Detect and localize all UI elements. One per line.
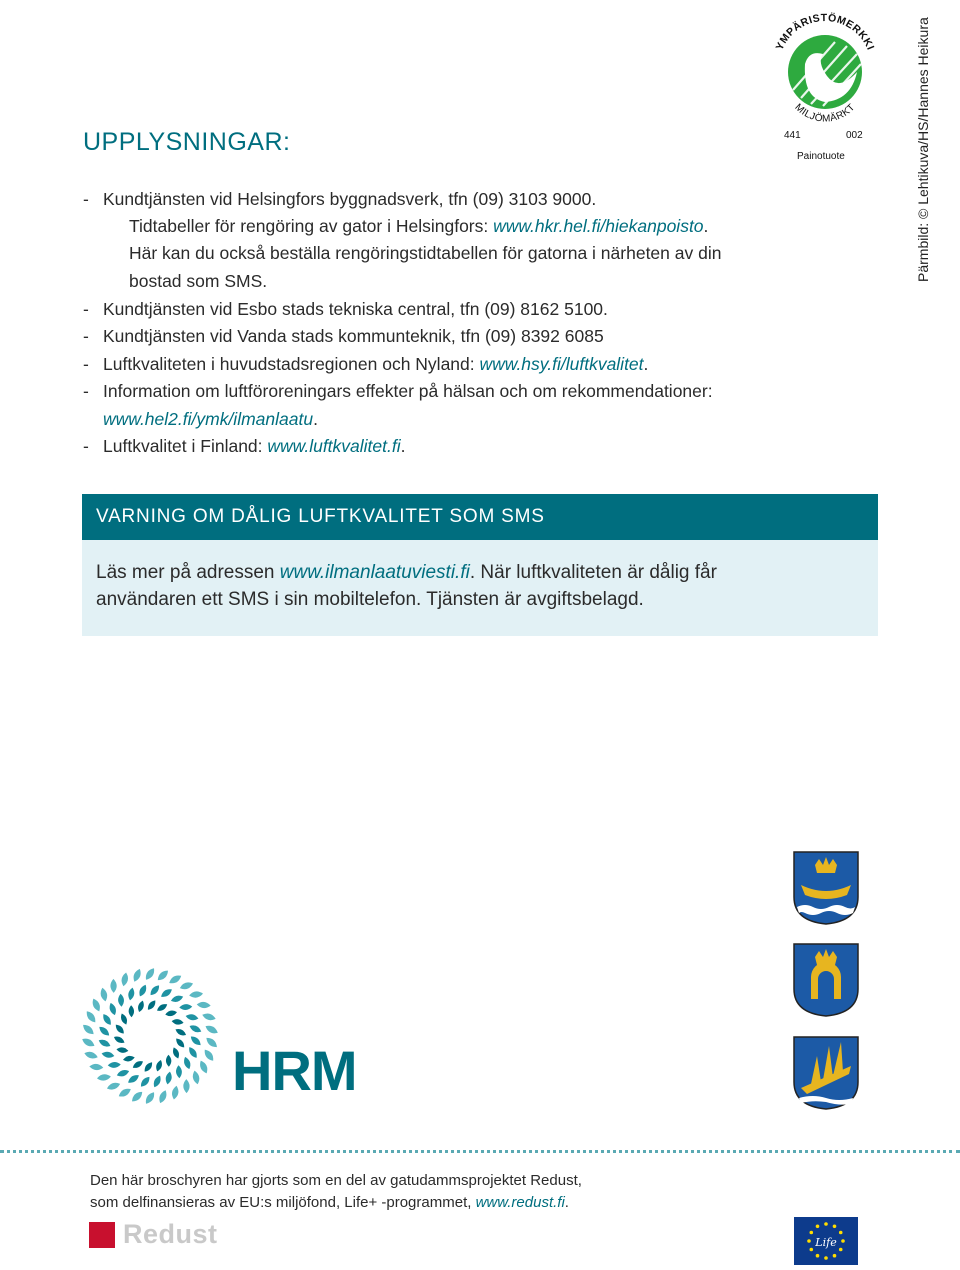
hrm-petal xyxy=(120,972,129,987)
hrm-petal xyxy=(127,987,135,1001)
life-logo-text: Life xyxy=(815,1236,837,1249)
list-text xyxy=(103,351,648,378)
hrm-petal xyxy=(152,1074,163,1088)
list-text: Kundtjänsten vid Helsingfors byggnadsverk, tfn (09) 3103 9000. xyxy=(103,189,597,209)
list-text xyxy=(103,433,406,460)
list-text: Kundtjänsten vid Esbo stads tekniska central, tfn (09) 8162 5100. xyxy=(103,299,608,319)
footer-divider xyxy=(0,1150,960,1153)
list-dash: - xyxy=(83,381,89,401)
hrm-petal xyxy=(122,1055,135,1063)
hrm-petal xyxy=(179,981,194,992)
hrm-petal xyxy=(146,999,158,1012)
sms-box-title: VARNING OM DÅLIG LUFTKVALITET SOM SMS xyxy=(96,506,545,527)
list-dash: - xyxy=(83,189,89,209)
hrm-petal xyxy=(171,1046,181,1059)
link-ilmanlaatu[interactable]: www.hel2.fi/ymk/ilmanlaatu xyxy=(103,409,314,429)
hrm-petal xyxy=(174,1037,186,1050)
nordic-swan-ecolabel xyxy=(765,2,885,172)
link-redust[interactable]: www.redust.fi xyxy=(475,1194,565,1211)
hrm-petal xyxy=(182,1056,192,1070)
ecolabel-number-right: 002 xyxy=(846,130,863,141)
hrm-petal xyxy=(117,1086,132,1099)
hrm-petal xyxy=(201,1012,216,1022)
hrm-petal xyxy=(139,1075,152,1089)
eu-star xyxy=(807,1239,811,1243)
footer-text-prefix: som delfinansieras av EU:s miljöfond, Life+ -programmet, xyxy=(90,1194,476,1211)
hrm-petal xyxy=(143,1061,155,1074)
hrm-petal xyxy=(113,1035,126,1045)
helsinki-coat-of-arms xyxy=(793,851,859,925)
hrm-petal xyxy=(143,966,156,981)
hrm-petal xyxy=(128,1005,134,1017)
hrm-petal xyxy=(196,1001,210,1008)
list-text-suffix: . xyxy=(643,354,649,374)
hrm-petal xyxy=(156,968,171,982)
hrm-petal xyxy=(179,1004,192,1011)
list-text-prefix: Luftkvaliteten i huvudstadsregionen och Nyland: xyxy=(103,354,480,374)
link-ilmanlaatuviesti[interactable]: www.ilmanlaatuviesti.fi xyxy=(279,562,470,583)
list-dash: - xyxy=(83,299,89,319)
list-text: Tidtabeller för rengöring av gator i Helsingfors: xyxy=(129,216,494,236)
sms-text-suffix: . När luftkvaliteten är dålig får xyxy=(469,562,717,583)
list-continuation: Här kan du också beställa rengöringstidtabellen för gatorna i närheten av din xyxy=(129,243,722,263)
espoo-coat-of-arms xyxy=(793,943,859,1017)
footer-text xyxy=(90,1194,569,1211)
hrm-petal xyxy=(171,1018,184,1025)
hrm-petal xyxy=(131,968,142,983)
hrm-petal xyxy=(165,1071,173,1085)
hrm-petal xyxy=(198,1059,210,1074)
link-hiekanpoisto[interactable]: www.hkr.hel.fi/hiekanpoisto xyxy=(493,216,704,236)
hrm-petal xyxy=(137,1000,146,1013)
hrm-petal xyxy=(143,1090,156,1105)
hrm-petal xyxy=(189,1034,203,1047)
eu-star xyxy=(809,1248,813,1252)
ecolabel-number-left: 441 xyxy=(784,130,801,141)
hrm-petal xyxy=(84,1009,97,1024)
link-luftkvalitet[interactable]: www.luftkvalitet.fi xyxy=(267,436,401,456)
hrm-petal xyxy=(119,1013,129,1026)
list-text: Kundtjänsten vid Vanda stads kommunteknik, tfn (09) 8392 6085 xyxy=(103,326,604,346)
hrm-petal xyxy=(97,1025,111,1038)
hrm-petal xyxy=(97,1074,112,1082)
photo-credit: Pärmbild: © Lehtikuva/HS/Hannes Heikura xyxy=(915,17,931,282)
eu-star xyxy=(824,1222,828,1226)
eu-star xyxy=(833,1224,837,1228)
ecolabel-caption: Painotuote xyxy=(797,151,845,162)
vantaa-coat-of-arms xyxy=(793,1036,859,1110)
eu-star xyxy=(816,1254,820,1258)
eu-star xyxy=(824,1256,828,1260)
list-continuation xyxy=(103,406,318,433)
eu-star xyxy=(809,1231,813,1235)
hrm-petal xyxy=(156,1002,169,1013)
list-continuation xyxy=(129,213,708,240)
hrm-petal xyxy=(176,1065,183,1078)
eu-star xyxy=(841,1239,845,1243)
footer-text-suffix: . xyxy=(564,1194,569,1211)
hrm-petal xyxy=(166,1055,172,1067)
hrm-petal xyxy=(101,1051,115,1059)
hrm-petal xyxy=(189,991,204,999)
redust-logo-square xyxy=(89,1222,115,1248)
hrm-petal xyxy=(81,1036,96,1048)
hrm-petal xyxy=(99,987,108,1002)
hrm-petal xyxy=(202,1048,215,1063)
hrm-petal xyxy=(148,983,161,997)
hrm-logo-text: HRM xyxy=(232,1039,357,1102)
link-hsy[interactable]: www.hsy.fi/luftkvalitet xyxy=(479,354,644,374)
page-heading: UPPLYSNINGAR: xyxy=(83,128,291,156)
list-text-prefix: Luftkvalitet i Finland: xyxy=(103,436,268,456)
hrm-petal xyxy=(89,1063,103,1070)
hrm-petal xyxy=(188,1023,202,1034)
hrm-petal xyxy=(97,1038,111,1049)
hrm-petal xyxy=(174,1027,187,1037)
hrm-petal xyxy=(185,1013,199,1021)
redust-logo-text: Redust xyxy=(123,1219,218,1249)
hrm-logo-mark xyxy=(76,962,224,1110)
hrm-petal xyxy=(187,1045,199,1059)
hrm-petal xyxy=(155,1059,164,1072)
redust-logo xyxy=(89,1219,219,1252)
hrm-petal xyxy=(110,979,117,993)
sms-box-text: användaren ett SMS i sin mobiltelefon. Tjänsten är avgiftsbelagd. xyxy=(96,589,644,610)
list-dash: - xyxy=(83,354,89,374)
list-continuation: bostad som SMS. xyxy=(129,271,268,291)
hrm-petal xyxy=(204,1023,219,1035)
list-text-suffix: . xyxy=(400,436,406,456)
hrm-petal xyxy=(157,1089,168,1104)
footer-text: Den här broschyren har gjorts som en del av gatudammsprojektet Redust, xyxy=(90,1172,582,1189)
hrm-petal xyxy=(116,1047,129,1054)
eu-star xyxy=(816,1224,820,1228)
hrm-petal xyxy=(183,1079,190,1093)
hrm-petal xyxy=(168,973,183,986)
eu-star xyxy=(833,1254,837,1258)
ecolabel-top-text: YMPÄRISTÖMERKKI xyxy=(773,11,877,53)
sms-text-prefix: Läs mer på adressen xyxy=(96,562,280,583)
hrm-petal xyxy=(191,1070,200,1085)
list-dash: - xyxy=(83,436,89,456)
hrm-petal xyxy=(116,1068,130,1078)
eu-star xyxy=(839,1248,843,1252)
eu-life-logo xyxy=(794,1217,858,1265)
hrm-petal xyxy=(130,1090,145,1104)
hrm-petal xyxy=(165,1009,178,1017)
hrm-petal xyxy=(204,1036,219,1050)
sms-box-text xyxy=(96,559,717,586)
hrm-petal xyxy=(108,1002,118,1016)
list-text: . xyxy=(313,409,318,429)
ecolabel-bottom-text: MILJÖMÄRKT xyxy=(792,101,858,125)
hrm-petal xyxy=(83,1050,98,1060)
hrm-petal xyxy=(108,1062,121,1069)
hrm-petal xyxy=(137,983,148,997)
hrm-petal xyxy=(118,994,125,1007)
sms-info-box xyxy=(82,494,878,636)
hrm-petal xyxy=(90,997,102,1012)
list-dash: - xyxy=(83,326,89,346)
sms-box-header xyxy=(82,494,878,540)
hrm-petal xyxy=(171,1085,180,1100)
hrm-petal xyxy=(106,1081,121,1092)
hrm-petal xyxy=(159,987,173,999)
hrm-petal xyxy=(101,1012,113,1026)
list-text: Information om luftföroreningars effekter på hälsan och om rekommendationer: xyxy=(103,381,713,401)
hrm-petal xyxy=(131,1059,144,1070)
list-text: . xyxy=(703,216,709,236)
hrm-petal xyxy=(170,994,184,1004)
hrm-petal xyxy=(114,1023,126,1036)
hrm-petal xyxy=(126,1073,140,1085)
hrm-petal xyxy=(81,1023,96,1037)
eu-star xyxy=(839,1231,843,1235)
